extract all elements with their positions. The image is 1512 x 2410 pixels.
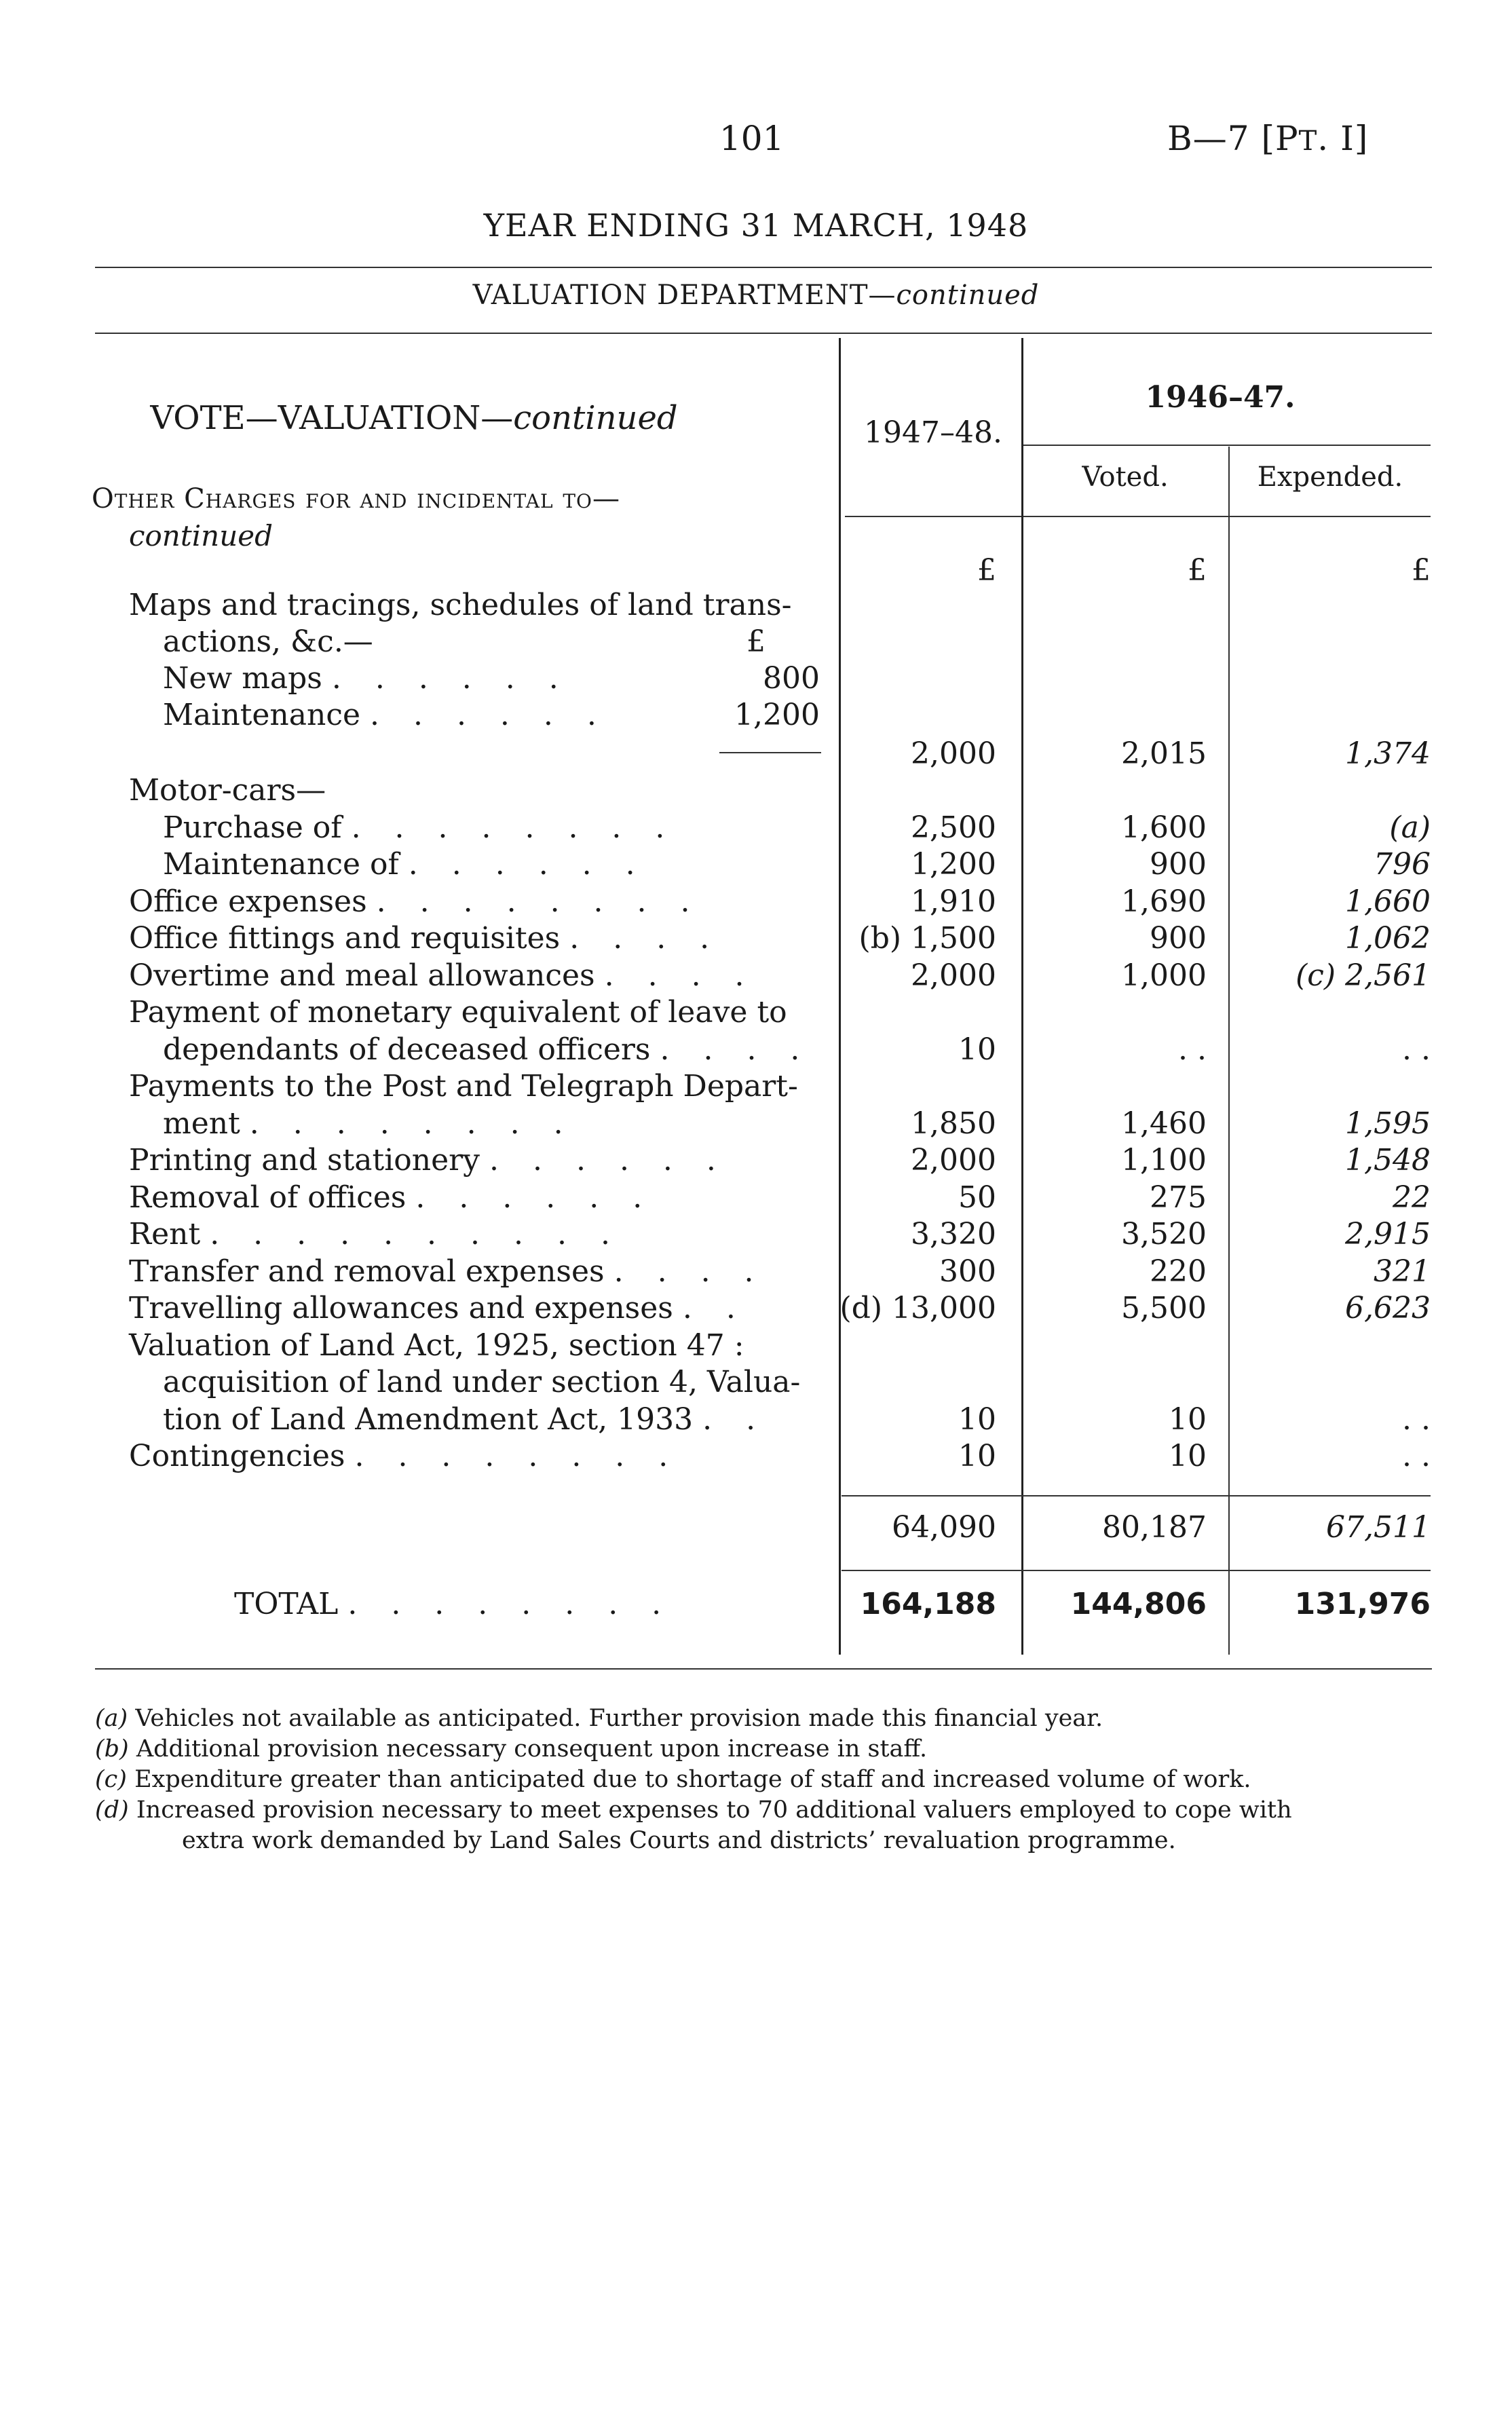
footnote-text: Vehicles not available as anticipated. Further provision made this financial year. <box>135 1705 1103 1732</box>
maps-item-label <box>163 697 609 734</box>
table-row <box>0 921 1512 958</box>
subhead-other-charges: Other Charges for and incidental to— <box>92 483 620 514</box>
leader-dots: . . . . . . . . <box>354 1439 681 1473</box>
footnote-d <box>95 1796 1292 1824</box>
cell-1947: (b) 1,500 <box>858 921 996 956</box>
row-label <box>129 773 326 808</box>
table-row <box>0 884 1512 921</box>
table-row <box>0 1291 1512 1328</box>
leader-dots: . . . . . . <box>415 1180 655 1215</box>
cell-voted: 1,000 <box>1121 958 1207 993</box>
footnote-text: Additional provision necessary consequent upon increase in staff. <box>136 1735 928 1763</box>
cell-voted: 275 <box>1150 1180 1207 1215</box>
cell-voted: 900 <box>1150 921 1207 956</box>
footnote-key: (a) <box>95 1705 128 1732</box>
column-header-voted: Voted. <box>1082 462 1169 493</box>
cell-expended: 1,374 <box>1345 736 1431 771</box>
maps-total-row <box>0 736 1512 773</box>
cell-1947: 10 <box>958 1439 996 1473</box>
footnote-key: (b) <box>95 1735 129 1763</box>
leader-dots: . . . . . . . . . . <box>210 1217 622 1251</box>
row-label <box>129 921 721 956</box>
table-row <box>0 1402 1512 1439</box>
row-label <box>129 1254 766 1289</box>
row-label-text: Valuation of Land Act, 1925, section 47 : <box>129 1328 744 1363</box>
row-label-text: Maintenance of <box>163 847 399 882</box>
rule-above-footnotes <box>95 1668 1432 1670</box>
row-label <box>129 1069 798 1104</box>
row-label-text: Purchase of <box>163 810 342 845</box>
currency-expended: £ <box>1412 553 1431 588</box>
footnote-b <box>95 1735 927 1763</box>
table-row <box>0 1143 1512 1180</box>
cell-expended: . . <box>1402 1402 1431 1437</box>
part-ref-smallcap: T <box>1298 126 1318 157</box>
row-label <box>129 1217 622 1251</box>
subtotal-expended: 67,511 <box>1326 1510 1431 1545</box>
table-row <box>0 1032 1512 1069</box>
maps-item-text: New maps <box>163 661 322 696</box>
rule-under-1946 <box>1023 445 1431 446</box>
row-label <box>129 1143 728 1178</box>
cell-expended: 6,623 <box>1345 1291 1431 1325</box>
table-row <box>0 1254 1512 1291</box>
cell-voted: 1,460 <box>1121 1106 1207 1141</box>
table-row <box>0 1439 1512 1475</box>
row-label-text: Rent <box>129 1217 201 1251</box>
footnote-c <box>95 1766 1251 1793</box>
row-label-text: Transfer and removal expenses <box>129 1254 605 1289</box>
cell-1947: 50 <box>958 1180 996 1215</box>
footnote-a <box>95 1705 1103 1732</box>
part-ref-main: B—7 [P <box>1167 119 1299 158</box>
total-expended: 131,976 <box>1294 1587 1431 1621</box>
footnote-d-continuation: extra work demanded by Land Sales Courts and districts’ revaluation programme. <box>182 1827 1176 1854</box>
subtotal-voted: 80,187 <box>1102 1510 1207 1545</box>
table-row <box>0 1069 1512 1106</box>
row-label <box>163 810 677 845</box>
cell-expended: (c) 2,561 <box>1296 958 1431 993</box>
table-row <box>0 810 1512 847</box>
footnote-text: Expenditure greater than anticipated due to shortage of staff and increased volume of work. <box>134 1766 1251 1793</box>
leader-dots: . . . . . . . . <box>376 884 702 919</box>
vote-title-continued: continued <box>513 399 678 437</box>
table-row <box>0 1217 1512 1254</box>
dept-heading-text: VALUATION DEPARTMENT— <box>472 280 896 311</box>
maps-label-line2: actions, &c.— <box>163 624 373 659</box>
row-label-text: Motor-cars— <box>129 773 326 808</box>
subtotal-row <box>0 1510 1512 1547</box>
cell-1947: 2,500 <box>911 810 996 845</box>
cell-1947: 1,910 <box>911 884 996 919</box>
leader-dots: . . . . . . <box>408 847 647 882</box>
maps-item-label <box>163 660 571 697</box>
leader-dots: . . <box>682 1291 748 1325</box>
cell-voted: 220 <box>1150 1254 1207 1289</box>
cell-1947: 2,000 <box>911 736 996 771</box>
cell-voted: . . <box>1178 1032 1207 1067</box>
leader-dots: . . . . . . <box>489 1143 728 1178</box>
footnote-text: Increased provision necessary to meet expenses to 70 additional valuers employed to cope with <box>136 1796 1292 1824</box>
table-row <box>0 1365 1512 1401</box>
row-label-text: dependants of deceased officers <box>163 1032 651 1067</box>
department-heading <box>0 280 1512 311</box>
table-row <box>0 1106 1512 1143</box>
cell-expended: 1,548 <box>1345 1143 1431 1178</box>
row-label-text: Removal of offices <box>129 1180 407 1215</box>
row-label <box>163 847 647 882</box>
cell-1947: (d) 13,000 <box>839 1291 996 1325</box>
leader-dots: . . <box>702 1402 768 1437</box>
row-label <box>129 958 757 993</box>
part-reference <box>1167 119 1368 158</box>
rule-above-subtotal <box>842 1495 1431 1496</box>
cell-expended: . . <box>1402 1439 1431 1473</box>
cell-expended: 1,660 <box>1345 884 1431 919</box>
cell-expended: (a) <box>1389 810 1431 845</box>
row-label <box>163 1106 575 1141</box>
currency-voted: £ <box>1188 553 1207 588</box>
currency-1947: £ <box>977 553 996 588</box>
cell-voted: 1,600 <box>1121 810 1207 845</box>
total-1947: 164,188 <box>860 1587 996 1621</box>
row-label <box>129 995 787 1030</box>
cell-expended: 321 <box>1374 1254 1431 1289</box>
year-heading: YEAR ENDING 31 MARCH, 1948 <box>483 207 1029 244</box>
leader-dots: . . . . . . . . <box>351 810 677 845</box>
table-row <box>0 847 1512 884</box>
row-label-text: Office expenses <box>129 884 367 919</box>
row-label <box>129 1180 654 1215</box>
leader-dots: . . . . <box>569 921 722 956</box>
row-label-text: Payment of monetary equivalent of leave to <box>129 995 787 1030</box>
row-label-text: tion of Land Amendment Act, 1933 <box>163 1402 694 1437</box>
table-row <box>0 1180 1512 1217</box>
maps-label-line1: Maps and tracings, schedules of land trans- <box>129 588 792 622</box>
maps-item-amount: 800 <box>763 661 820 696</box>
cell-expended: 1,062 <box>1345 921 1431 956</box>
row-label <box>129 1291 748 1325</box>
cell-1947: 3,320 <box>911 1217 996 1251</box>
cell-1947: 1,200 <box>911 847 996 882</box>
column-header-expended: Expended. <box>1257 462 1403 493</box>
leader-dots: . . . . . . . . <box>249 1106 575 1141</box>
table-row <box>0 773 1512 810</box>
cell-1947: 10 <box>958 1402 996 1437</box>
row-label-text: acquisition of land under section 4, Valua- <box>163 1365 801 1399</box>
cell-1947: 300 <box>939 1254 996 1289</box>
total-row <box>0 1587 1512 1623</box>
cell-voted: 1,100 <box>1121 1143 1207 1178</box>
cell-1947: 10 <box>958 1032 996 1067</box>
cell-voted: 2,015 <box>1121 736 1207 771</box>
part-ref-end: . I] <box>1317 119 1369 158</box>
rule-above-total <box>842 1570 1431 1571</box>
cell-expended: . . <box>1402 1032 1431 1067</box>
footnote-key: (d) <box>95 1796 129 1824</box>
row-label-text: ment <box>163 1106 240 1141</box>
cell-voted: 1,690 <box>1121 884 1207 919</box>
vote-title-text: VOTE—VALUATION— <box>150 399 514 437</box>
table-row <box>0 995 1512 1032</box>
column-header-1947-48: 1947–48. <box>864 415 1002 450</box>
leader-dots: . . . . . . <box>331 661 571 696</box>
cell-voted: 900 <box>1150 847 1207 882</box>
rule-under-headers <box>845 516 1431 517</box>
row-label-text: Printing and stationery <box>129 1143 480 1178</box>
rule-under-dept <box>95 333 1432 334</box>
total-label-text: TOTAL <box>234 1587 339 1621</box>
cell-voted: 3,520 <box>1121 1217 1207 1251</box>
dept-heading-continued: continued <box>896 280 1040 311</box>
row-label-text: Travelling allowances and expenses <box>129 1291 673 1325</box>
cell-expended: 796 <box>1374 847 1431 882</box>
maps-item-amount: 1,200 <box>734 698 820 732</box>
row-label <box>129 1439 680 1473</box>
page-number: 101 <box>719 119 785 158</box>
total-label <box>234 1587 673 1621</box>
row-label <box>163 1402 768 1437</box>
row-label <box>163 1365 800 1399</box>
row-label <box>129 884 702 919</box>
leader-dots: . . . . <box>660 1032 812 1067</box>
leader-dots: . . . . . . . . <box>347 1587 674 1621</box>
leader-dots: . . . . <box>613 1254 766 1289</box>
cell-voted: 5,500 <box>1121 1291 1207 1325</box>
row-label-text: Overtime and meal allowances <box>129 958 595 993</box>
maps-item-text: Maintenance <box>163 698 361 732</box>
cell-voted: 10 <box>1169 1402 1207 1437</box>
cell-expended: 1,595 <box>1345 1106 1431 1141</box>
cell-expended: 22 <box>1393 1180 1431 1215</box>
rule-top <box>95 267 1432 268</box>
total-voted: 144,806 <box>1070 1587 1207 1621</box>
table-row <box>0 1328 1512 1365</box>
row-label <box>129 1328 744 1363</box>
row-label-text: Office fittings and requisites <box>129 921 561 956</box>
footnote-key: (c) <box>95 1766 127 1793</box>
row-label <box>163 1032 812 1067</box>
column-header-1946-47: 1946–47. <box>1145 380 1296 415</box>
leader-dots: . . . . <box>604 958 757 993</box>
row-label-text: Payments to the Post and Telegraph Depart- <box>129 1069 798 1104</box>
cell-1947: 1,850 <box>911 1106 996 1141</box>
leader-dots: . . . . . . <box>370 698 609 732</box>
maps-pound-sign: £ <box>746 624 766 659</box>
cell-1947: 2,000 <box>911 958 996 993</box>
cell-expended: 2,915 <box>1345 1217 1431 1251</box>
subtotal-1947: 64,090 <box>892 1510 996 1545</box>
vote-title <box>0 399 828 437</box>
cell-1947: 2,000 <box>911 1143 996 1178</box>
row-label-text: Contingencies <box>129 1439 345 1473</box>
cell-voted: 10 <box>1169 1439 1207 1473</box>
table-row <box>0 958 1512 995</box>
subhead-continued: continued <box>129 519 273 552</box>
